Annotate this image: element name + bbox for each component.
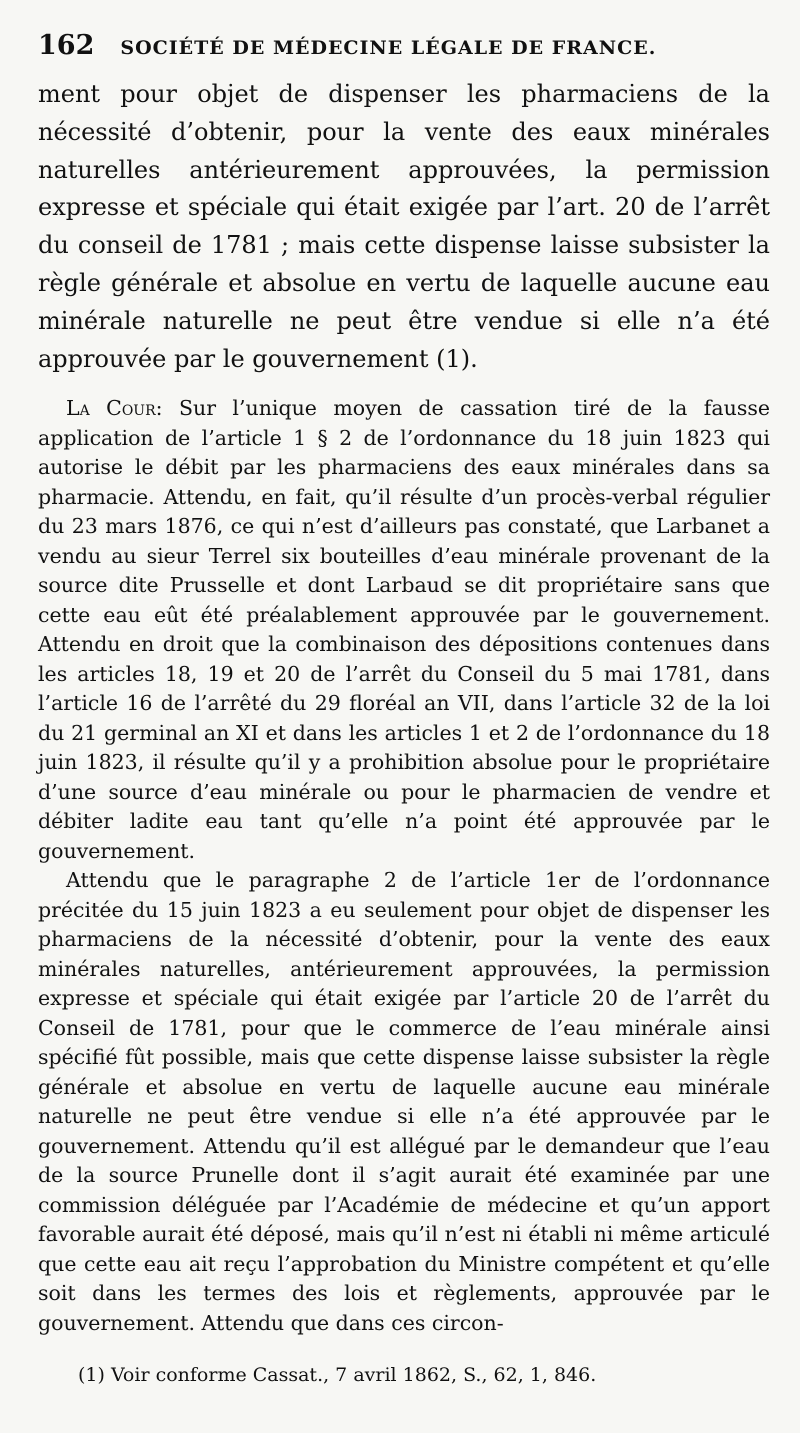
intro-section (38, 76, 770, 378)
decision-paragraph-1-text: : Sur l’unique moyen de cassation tiré de la fausse application de l’article 1 § 2 de l’ordonnance du 18 juin 1823 qui autorise le débit par les pharmaciens des eaux minérales dans sa pharmacie. Attendu, en fait, qu’il résulte d’un procès-verbal régulier du 23 mars 1876, ce qui n’est d’ailleurs pas constaté, que Larbanet a vendu au sieur Terrel six bouteilles d’eau minérale provenant de la source dite Prusselle et dont Larbaud se dit propriétaire sans que cette eau eût été préalablement approuvée par le gouvernement. Attendu en droit que la combinaison des dépositions contenues dans les articles 18, 19 et 20 de l’arrêt du Conseil du 5 mai 1781, dans l’article 16 de l’arrêté du 29 floréal an VII, dans l’article 32 de la loi du 21 germinal an XI et dans les articles 1 et 2 de l’ordonnance du 18 juin 1823, il résulte qu’il y a prohibition absolue pour le propriétaire d’une source d’eau minérale ou pour le pharmacien de vendre et débiter ladite eau tant qu’elle n’a point été approuvée par le gouvernement. (38, 396, 770, 863)
intro-paragraph: ment pour objet de dispenser les pharmaciens de la nécessité d’obtenir, pour la vente des eaux minérales naturelles antérieurement approuvées, la permission expresse et spéciale qui était exigée par l’art. 20 de l’arrêt du conseil de 1781 ; mais cette dispense laisse subsister la règle générale et absolue en vertu de laquelle aucune eau minérale naturelle ne peut être vendue si elle n’a été approuvée par le gouvernement (1). (38, 80, 770, 373)
footnote: (1) Voir conforme Cassat., 7 avril 1862, S., 62, 1, 846. (78, 1364, 597, 1386)
decision-paragraph-1 (38, 394, 770, 866)
body-text (38, 76, 770, 1338)
page-header (38, 30, 770, 76)
court-label: La Cour (66, 396, 156, 421)
decision-paragraph-2: Attendu que le paragraphe 2 de l’article 1er de l’ordonnance précitée du 15 juin 1823 a eu seulement pour objet de dispenser les pharmaciens de la nécessité d’obtenir, pour la vente des eaux minérales naturelles, antérieurement approuvées, la permission expresse et spéciale qui était exigée par l’article 20 de l’arrêt du Conseil de 1781, pour que le commerce de l’eau minérale ainsi spécifié fût possible, mais que cette dispense laisse subsister la règle générale et absolue en vertu de laquelle aucune eau minérale naturelle ne peut être vendue si elle n’a été approuvée par le gouvernement. Attendu qu’il est allégué par le demandeur que l’eau de la source Prunelle dont il s’agit aurait été examinée par une commission déléguée par l’Académie de médecine et qu’un apport favorable aurait été déposé, mais qu’il n’est ni établi ni même articulé que cette eau ait reçu l’approbation du Ministre compétent et qu’elle soit dans les termes des lois et règlements, approuvée par le gouvernement. Attendu que dans ces circon- (38, 868, 770, 1335)
running-head: SOCIÉTÉ DE MÉDECINE LÉGALE DE FRANCE. (120, 37, 657, 59)
court-decision (38, 394, 770, 1338)
page-number: 162 (38, 30, 95, 61)
